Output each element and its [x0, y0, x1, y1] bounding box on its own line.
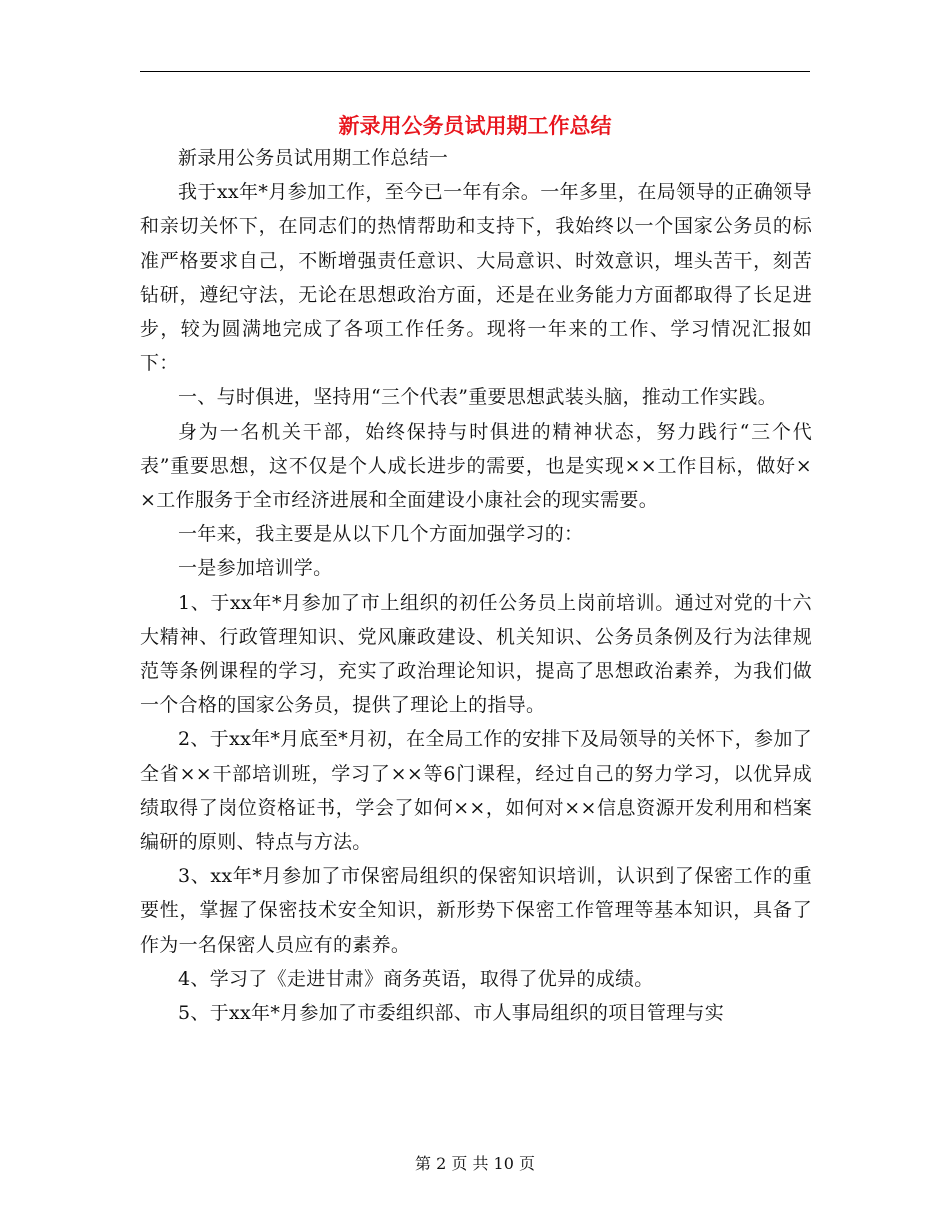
footer-total-pages: 10	[493, 1154, 514, 1173]
footer-suffix: 页	[519, 1154, 536, 1173]
paragraph-subtitle: 新录用公务员试用期工作总结一	[178, 147, 449, 169]
footer-middle: 页 共	[451, 1154, 489, 1173]
paragraph: 一是参加培训学。	[178, 557, 333, 580]
paragraph: 身为一名机关干部，始终保持与时俱进的精神状态，努力践行“三个代表”重要思想，这不仅是个人成长进步的需要，也是实现××工作目标，做好××工作服务于全市经济进展和全面建设小康社会的现实需要。	[140, 420, 812, 512]
paragraph-list-item: 3、xx年*月参加了市保密局组织的保密知识培训，认识到了保密工作的重要性，掌握了保密技术安全知识，新形势下保密工作管理等基本知识，具备了作为一名保密人员应有的素养。	[140, 865, 812, 956]
document-title: 新录用公务员试用期工作总结	[338, 114, 612, 138]
page-footer	[0, 1152, 950, 1176]
document-body	[140, 141, 812, 1030]
footer-page-number: 2	[436, 1154, 447, 1173]
paragraph-list-item: 4、学习了《走进甘肃》商务英语，取得了优异的成绩。	[178, 967, 654, 990]
paragraph-section-heading: 一、与时俱进，坚持用“三个代表”重要思想武装头脑，推动工作实践。	[178, 386, 778, 409]
paragraph-list-item: 5、于xx年*月参加了市委组织部、市人事局组织的项目管理与实	[178, 1002, 725, 1025]
paragraph: 一年来，我主要是从以下几个方面加强学习的：	[178, 523, 584, 546]
footer-prefix: 第	[414, 1154, 431, 1173]
paragraph-list-item: 2、于xx年*月底至*月初，在全局工作的安排下及局领导的关怀下，参加了全省××干部培训班，学习了××等6门课程，经过自己的努力学习，以优异成绩取得了岗位资格证书，学会了如何××，如何对××信息资源开发利用和档案编研的原则、特点与方法。	[140, 728, 812, 854]
paragraph-list-item: 1、于xx年*月参加了市上组织的初任公务员上岗前培训。通过对党的十六大精神、行政管理知识、党风廉政建设、机关知识、公务员条例及行为法律规范等条例课程的学习，充实了政治理论知识，提高了思想政治素养，为我们做一个合格的国家公务员，提供了理论上的指导。	[140, 591, 812, 717]
paragraph-intro: 我于xx年*月参加工作，至今已一年有余。一年多里，在局领导的正确领导和亲切关怀下，在同志们的热情帮助和支持下，我始终以一个国家公务员的标准严格要求自己，不断增强责任意识、大局意识、时效意识，埋头苦干，刻苦钻研，遵纪守法，无论在思想政治方面，还是在业务能力方面都取得了长足进步，较为圆满地完成了各项工作任务。现将一年来的工作、学习情况汇报如下：	[140, 181, 812, 375]
header-rule	[140, 71, 810, 72]
